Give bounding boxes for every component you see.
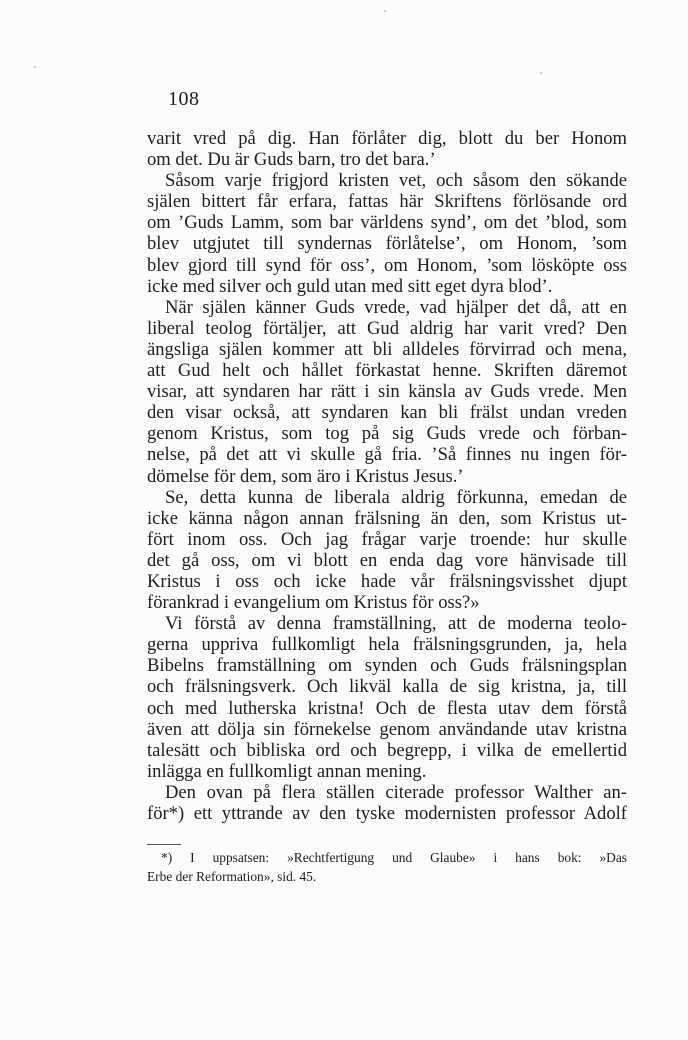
text-line: genom Kristus, som tog på sig Guds vrede och förban- (147, 423, 627, 445)
text-line: om det. Du är Guds barn, tro det bara.’ (147, 149, 436, 171)
text-line: och med lutherska kristna! Och de flesta utav dem förstå (147, 697, 627, 719)
text-line: icke känna någon annan frälsning än den, som Kristus ut- (147, 507, 627, 529)
text-line: för*) ett yttrande av den tyske modernisten professor Adolf (147, 803, 627, 824)
footnote-line: *) I uppsatsen: »Rechtfertigung und Glaube» i hans bok: »Das (161, 850, 627, 865)
text-line: blev gjord till synd för oss’, om Honom, ’som lösköpte oss (147, 254, 627, 276)
footnote-line: Erbe der Reformation», sid. 45. (147, 869, 317, 884)
text-line: att Gud helt och hållet förkastat henne. Skriften däremot (147, 360, 627, 382)
text-line: Kristus i oss och icke hade vår frälsningsvisshet djupt (147, 570, 627, 592)
text-line: gerna uppriva fullkomligt hela frälsningsgrunden, ja, hela (147, 634, 627, 656)
footnote-rule (147, 844, 181, 845)
text-line: även att dölja sin förnekelse genom användande utav kristna (147, 718, 627, 740)
text-line: den visar också, att syndaren kan bli frälst undan vreden (147, 402, 627, 424)
text-line: inlägga en fullkomligt annan mening. (147, 760, 427, 782)
footnote (147, 848, 627, 886)
paper-speck (540, 72, 542, 74)
text-line: om ’Guds Lamm, som bar världens synd’, om det ’blod, som (147, 212, 627, 234)
paper-speck (384, 10, 386, 12)
text-line: själen bittert får erfara, fattas här Skriftens förlösande ord (147, 191, 627, 213)
text-line: icke med silver och guld utan med sitt eget dyra blod’. (147, 275, 553, 297)
text-line: förankrad i evangelium om Kristus för oss?» (147, 592, 480, 614)
text-line: ängsliga själen kommer att bli alldeles förvirrad och mena, (147, 338, 627, 360)
text-line: nelse, på det att vi skulle gå fria. ’Så finnes nu ingen för- (147, 444, 627, 466)
text-line: talesätt och bibliska ord och begrepp, i vilka de emellertid (147, 739, 627, 761)
text-line: det gå oss, om vi blott en enda dag vore hänvisade till (147, 549, 627, 571)
text-line: blev utgjutet till syndernas förlåtelse’, om Honom, ’som (147, 233, 627, 255)
text-line: visar, att syndaren har rätt i sin känsla av Guds vrede. Men (147, 381, 627, 403)
page-number: 108 (168, 88, 200, 110)
text-line: och frälsningsverk. Och likväl kalla de sig kristna, ja, till (147, 676, 627, 698)
text-line: Bibelns framställning om synden och Guds frälsningsplan (147, 655, 627, 677)
text-line: fört inom oss. Och jag frågar varje troende: hur skulle (147, 528, 627, 550)
text-line: Såsom varje frigjord kristen vet, och såsom den sökande (165, 170, 627, 192)
text-line: Vi förstå av denna framställning, att de moderna teolo- (165, 613, 627, 635)
text-line: Se, detta kunna de liberala aldrig förkunna, emedan de (165, 486, 627, 508)
text-line: varit vred på dig. Han förlåter dig, blott du ber Honom (147, 128, 627, 149)
paper-speck (34, 66, 36, 68)
text-line: liberal teolog förtäljer, att Gud aldrig har varit vred? Den (147, 317, 627, 339)
text-line: När själen känner Guds vrede, vad hjälper det då, att en (165, 296, 627, 318)
text-line: dömelse för dem, som äro i Kristus Jesus.’ (147, 465, 464, 487)
text-line: Den ovan på flera ställen citerade professor Walther an- (165, 781, 627, 803)
body-text (147, 128, 627, 824)
